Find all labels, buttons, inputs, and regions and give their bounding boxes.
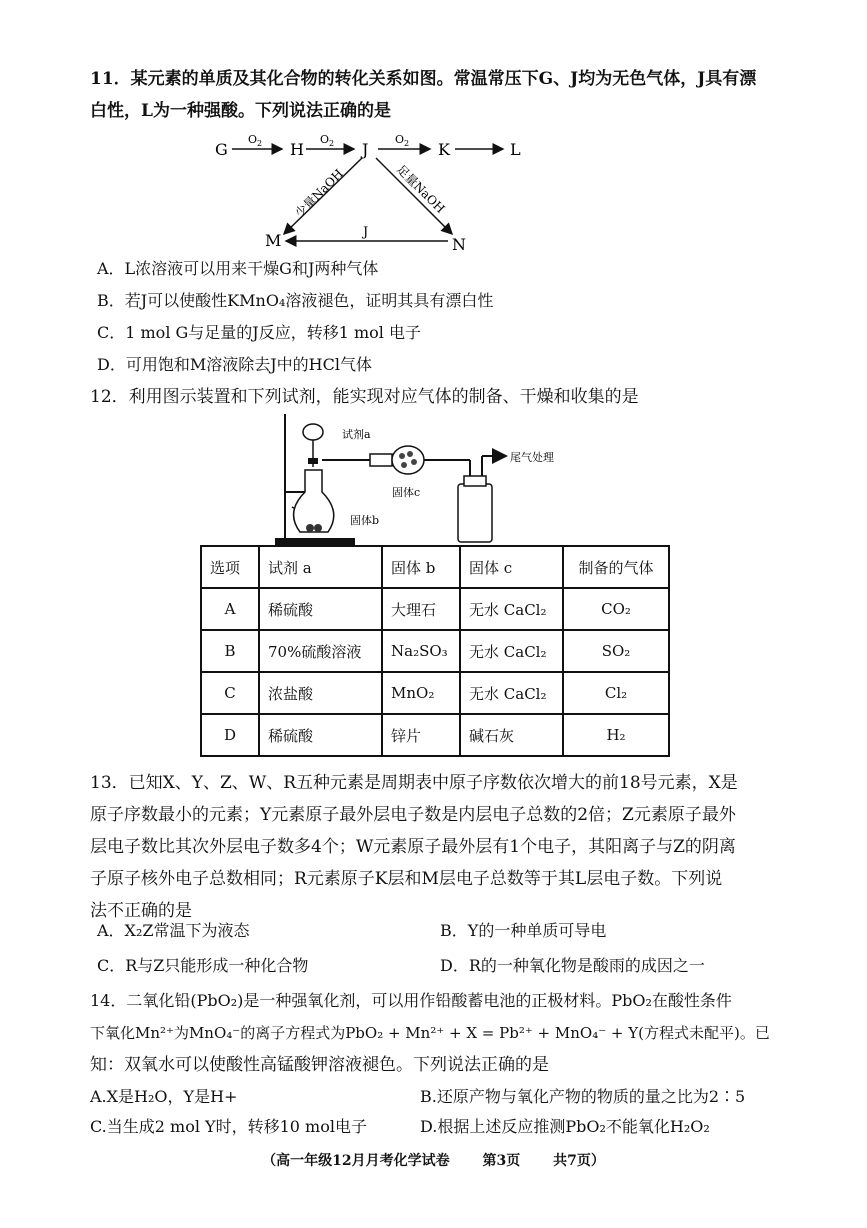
table-cell: A bbox=[201, 588, 259, 630]
q13-option-c: C．R与Z只能形成一种化合物 bbox=[97, 956, 309, 975]
q11-option-c: C．1 mol G与足量的J反应，转移1 mol 电子 bbox=[97, 323, 421, 342]
table-header: 制备的气体 bbox=[563, 546, 669, 588]
q11-option-d: D．可用饱和M溶液除去J中的HCl气体 bbox=[97, 355, 372, 374]
table-cell: 无水 CaCl₂ bbox=[460, 672, 563, 714]
node-J: J bbox=[362, 140, 369, 159]
q14-option-a: A.X是H₂O，Y是H+ bbox=[90, 1087, 238, 1106]
q14-stem-line1: 14．二氧化铅(PbO₂)是一种强氧化剂，可以用作铅酸蓄电池的正极材料。PbO₂在酸性条件 bbox=[90, 991, 732, 1010]
node-G: G bbox=[215, 140, 228, 159]
table-cell: 大理石 bbox=[382, 588, 460, 630]
node-M: M bbox=[265, 231, 282, 250]
table-cell: 无水 CaCl₂ bbox=[460, 588, 563, 630]
table-cell: 无水 CaCl₂ bbox=[460, 630, 563, 672]
q13-stem-line5: 法不正确的是 bbox=[90, 901, 192, 921]
label-solid-b: 固体b bbox=[350, 514, 380, 527]
q13-option-a: A．X₂Z常温下为液态 bbox=[97, 921, 250, 940]
q11-transformation-diagram bbox=[200, 128, 540, 258]
table-header: 固体 b bbox=[382, 546, 460, 588]
table-header: 固体 c bbox=[460, 546, 563, 588]
table-cell: Na₂SO₃ bbox=[382, 630, 460, 672]
node-K: K bbox=[438, 140, 450, 159]
table-row bbox=[201, 714, 669, 756]
q14-option-d: D.根据上述反应推测PbO₂不能氧化H₂O₂ bbox=[420, 1117, 710, 1136]
table-cell: 浓盐酸 bbox=[259, 672, 382, 714]
arrow-j-n bbox=[376, 158, 452, 234]
table-row bbox=[201, 672, 669, 714]
q13-option-d: D．R的一种氧化物是酸雨的成因之一 bbox=[440, 956, 705, 975]
q14-option-b: B.还原产物与氧化产物的物质的量之比为2∶5 bbox=[420, 1087, 746, 1106]
label-less-naoh: 少量NaOH bbox=[292, 166, 346, 221]
table-cell: D bbox=[201, 714, 259, 756]
q13-stem-line3: 层电子数比其次外层电子数多4个；W元素原子最外层有1个电子，其阳离子与Z的阴离 bbox=[90, 837, 736, 857]
q14-stem-line2: 下氧化Mn²⁺为MnO₄⁻的离子方程式为PbO₂ + Mn²⁺ + X = Pb²⁺ + MnO₄⁻ + Y(方程式未配平)。已 bbox=[90, 1024, 770, 1042]
label-reagent-a: 试剂a bbox=[342, 428, 371, 441]
table-cell: MnO₂ bbox=[382, 672, 460, 714]
label-solid-c: 固体c bbox=[392, 486, 421, 499]
q12-stem: 12．利用图示装置和下列试剂，能实现对应气体的制备、干燥和收集的是 bbox=[90, 387, 639, 407]
q11-stem-line1: 11．某元素的单质及其化合物的转化关系如图。常温常压下G、J均为无色气体，J具有漂 bbox=[90, 69, 757, 89]
q12-apparatus-diagram bbox=[270, 412, 610, 547]
table-row bbox=[201, 630, 669, 672]
node-H: H bbox=[290, 140, 304, 159]
svg-text:O2: $O_2$ bbox=[395, 133, 410, 148]
q12-table bbox=[200, 545, 670, 757]
table-cell: 锌片 bbox=[382, 714, 460, 756]
o2-label-3 bbox=[395, 133, 409, 148]
table-header: 选项 bbox=[201, 546, 259, 588]
q14-stem-line3: 知：双氧水可以使酸性高锰酸钾溶液褪色。下列说法正确的是 bbox=[90, 1055, 549, 1075]
q13-stem-line1: 13．已知X、Y、Z、W、R五种元素是周期表中原子序数依次增大的前18号元素，X是 bbox=[90, 773, 738, 793]
table-header: 试剂 a bbox=[259, 546, 382, 588]
q13-stem-line2: 原子序数最小的元素；Y元素原子最外层电子数是内层电子总数的2倍；Z元素原子最外 bbox=[90, 805, 736, 825]
table-header-row bbox=[201, 546, 669, 588]
table-row bbox=[201, 588, 669, 630]
node-N: N bbox=[452, 235, 466, 254]
q11-option-a: A．L浓溶液可以用来干燥G和J两种气体 bbox=[97, 259, 379, 278]
table-cell: C bbox=[201, 672, 259, 714]
table-cell: 70%硫酸溶液 bbox=[259, 630, 382, 672]
table-cell: CO₂ bbox=[563, 588, 669, 630]
footer-total: 共7页） bbox=[553, 1153, 605, 1169]
o2-label-1 bbox=[248, 133, 262, 148]
table-cell: H₂ bbox=[563, 714, 669, 756]
footer-page: 第3页 bbox=[482, 1153, 521, 1169]
table-cell: 稀硫酸 bbox=[259, 588, 382, 630]
table-cell: 碱石灰 bbox=[460, 714, 563, 756]
label-excess-naoh: 足量NaOH bbox=[393, 162, 448, 216]
q14-option-c: C.当生成2 mol Y时，转移10 mol电子 bbox=[90, 1117, 367, 1136]
table-cell: B bbox=[201, 630, 259, 672]
label-tail-gas: 尾气处理 bbox=[510, 451, 554, 464]
page-footer bbox=[0, 1150, 867, 1170]
table-cell: Cl₂ bbox=[563, 672, 669, 714]
table-cell: SO₂ bbox=[563, 630, 669, 672]
o2-label-2 bbox=[320, 133, 334, 148]
svg-text:O2: $O_2$ bbox=[248, 133, 263, 148]
node-L: L bbox=[510, 140, 521, 159]
svg-text:O2: $O_2$ bbox=[320, 133, 335, 148]
q13-stem-line4: 子原子核外电子总数相同；R元素原子K层和M层电子总数等于其L层电子数。下列说 bbox=[90, 869, 723, 889]
label-bottom-j: J bbox=[363, 225, 369, 240]
q13-option-b: B．Y的一种单质可导电 bbox=[440, 921, 607, 940]
q11-option-b: B．若J可以使酸性KMnO₄溶液褪色，证明其具有漂白性 bbox=[97, 291, 494, 310]
q11-stem-line2: 白性，L为一种强酸。下列说法正确的是 bbox=[90, 101, 391, 121]
footer-title: （高一年级12月月考化学试卷 bbox=[262, 1153, 450, 1169]
table-cell: 稀硫酸 bbox=[259, 714, 382, 756]
